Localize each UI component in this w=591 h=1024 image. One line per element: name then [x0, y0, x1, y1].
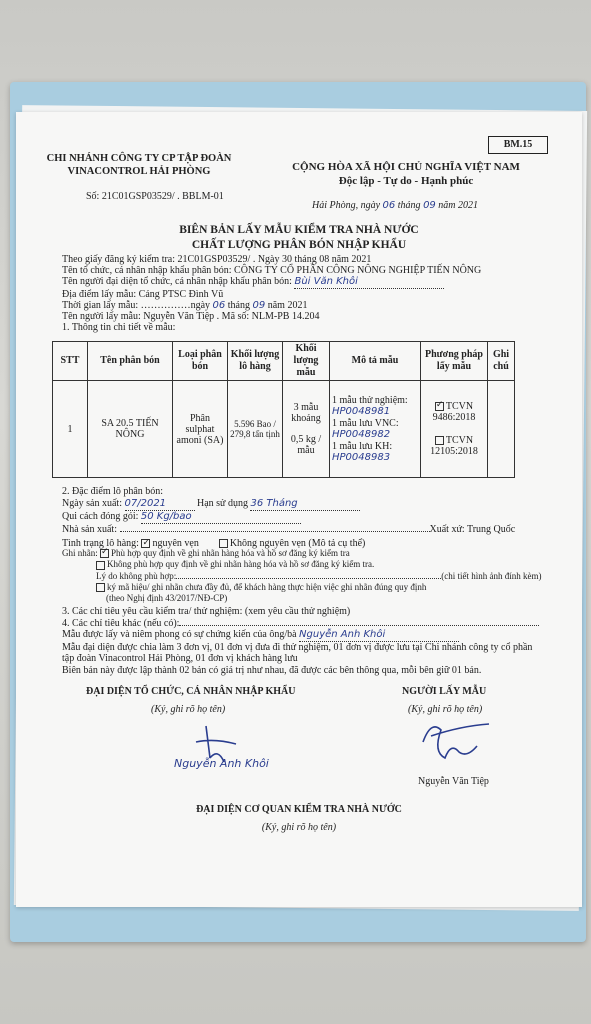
time-month: 09: [252, 299, 266, 311]
th-method: Phương pháp lấy mẫu: [421, 342, 488, 381]
cell-sample-weight: [283, 381, 330, 478]
rep-value: Bùi Văn Khôi: [294, 276, 444, 288]
origin: Xuất xứ: Trung Quốc: [429, 524, 516, 535]
method-2-checkbox: [435, 436, 444, 445]
registration-line: Theo giấy đăng ký kiểm tra: 21C01GSP03529/ . Ngày 30 tháng 08 năm 2021: [62, 254, 372, 265]
packing-line: [62, 511, 515, 524]
org-line2: VINACONTROL HẢI PHÒNG: [67, 166, 211, 177]
table-header-row: [53, 342, 515, 381]
maker-label: Nhà sản xuất:: [62, 524, 117, 535]
nation-line1: CỘNG HÒA XÃ HỘI CHỦ NGHĨA VIỆT NAM: [292, 161, 520, 173]
bottom-sign-sub: (Ký, ghi rõ họ tên): [261, 822, 337, 833]
method-1: [423, 401, 485, 423]
date-year: năm 2021: [438, 200, 479, 211]
condition-not-label: Không nguyên vẹn (Mô tả cụ thể): [229, 538, 366, 549]
info-block: [62, 254, 481, 333]
rep-label: Tên người đại diện tổ chức, cá nhân nhập khẩu phân bón:: [62, 276, 292, 288]
sampler-line: Tên người lấy mẫu: Nguyễn Văn Tiệp . Mã số: NLM-PB 14.204: [62, 311, 320, 323]
org-header: [34, 152, 244, 178]
desc-test-label: 1 mẫu thử nghiệm:: [332, 394, 408, 406]
left-sign-title: ĐẠI DIỆN TỔ CHỨC, CÁ NHÂN NHẬP KHẨU: [86, 686, 296, 697]
witness-line: [62, 629, 539, 642]
sample-table: [52, 341, 515, 478]
condition-ok-label: nguyên vẹn: [152, 538, 199, 549]
title-line1: BIÊN BẢN LẤY MẪU KIỂM TRA NHÀ NƯỚC: [179, 224, 419, 236]
label-opt3-checkbox: [96, 583, 105, 592]
condition-label: Tình trạng lô hàng:: [62, 538, 139, 549]
condition-not-checkbox: [219, 539, 228, 548]
nation-line2: Độc lập - Tự do - Hạnh phúc: [338, 175, 474, 187]
method-1-label: TCVN 9486:2018: [432, 401, 476, 423]
label-check-title: Ghi nhãn:: [62, 548, 98, 558]
doc-number: Số: 21C01GSP03529/ . BBLM-01: [86, 191, 224, 202]
place-date: [312, 200, 478, 211]
expiry-value: 36 Tháng: [250, 498, 360, 511]
method-2-label: TCVN 12105:2018: [430, 435, 478, 457]
section4-line: [62, 618, 539, 630]
left-signer-name: Nguyễn Anh Khôi: [174, 757, 269, 770]
copies-line: Biên bản này được lập thành 02 bản có giá trị như nhau, đã được các bên thông qua, mỗi bên giữ 01 bản.: [62, 664, 482, 676]
location-line: Địa điểm lấy mẫu: Cảng PTSC Đình Vũ: [62, 288, 224, 300]
packing-label: Qui cách đóng gói:: [62, 511, 139, 522]
label-opt1-checkbox: [100, 549, 109, 558]
rep-line: [62, 276, 481, 288]
reason-label: Lý do không phù hợp:: [96, 570, 177, 581]
condition-ok-checkbox: [141, 539, 150, 548]
time-label: Thời gian lấy mẫu: ……………ngày: [62, 299, 211, 311]
witness-value: Nguyễn Anh Khôi: [299, 629, 459, 642]
label-opt3-line: [62, 582, 542, 593]
th-sample-weight: Khối lượng mẫu: [283, 342, 330, 381]
importer-line: Tên tổ chức, cá nhân nhập khẩu phân bón: CÔNG TY CỔ PHẦN CÔNG NÔNG NGHIỆP TIẾN NÔNG: [62, 265, 482, 277]
desc-kh-label: 1 mẫu lưu KH:: [332, 440, 393, 452]
date-day: 06: [382, 200, 396, 211]
label-opt1-line: [62, 548, 542, 559]
time-month-label: tháng: [227, 299, 250, 311]
cell-lot-weight: 5.596 Bao / 279,8 tấn tịnh: [228, 381, 283, 478]
date-prefix: Hải Phòng, ngày: [312, 200, 381, 211]
time-line: [62, 300, 481, 311]
right-signature-icon: [411, 712, 501, 772]
th-name: Tên phân bón: [88, 342, 173, 381]
cell-name: SA 20.5 TIẾN NÔNG: [88, 381, 173, 478]
th-type: Loại phân bón: [173, 342, 228, 381]
th-description: Mô tả mẫu: [330, 342, 421, 381]
label-opt2: Không phù hợp quy định về ghi nhãn hàng hóa và hồ sơ đăng ký kiểm tra.: [107, 559, 375, 570]
cell-type: Phân sulphat amoni (SA): [173, 381, 228, 478]
section4: 4. Các chỉ tiêu khác (nếu có):: [62, 617, 180, 629]
maker-line: [62, 524, 515, 536]
right-signer-name: Nguyễn Văn Tiệp: [418, 776, 489, 787]
mfg-line: [62, 498, 515, 511]
reason-line: [62, 571, 542, 582]
left-signature-icon: [166, 718, 286, 788]
split-line1: Mẫu đại diện được chia làm 3 đơn vị, 01 đơn vị đưa đi thử nghiệm, 01 đơn vị được lưu tại Chi nhánh công ty cổ phần: [62, 641, 533, 653]
sections-block: [62, 606, 539, 677]
label-check-block: [62, 548, 542, 604]
label-opt3b: (theo Nghị định 43/2017/NĐ-CP): [106, 593, 228, 604]
time-year: năm 2021: [267, 299, 308, 311]
th-lot-weight: Khối lượng lô hàng: [228, 342, 283, 381]
form-code-box: BM.15: [488, 136, 548, 154]
label-opt2-checkbox: [96, 561, 105, 570]
sample-weight-1: 3 mẫu khoảng: [291, 402, 321, 424]
cell-description: [330, 381, 421, 478]
sample-weight-2: 0,5 kg / mẫu: [290, 434, 322, 456]
table-row: [53, 381, 515, 478]
date-month-label: tháng: [397, 200, 421, 211]
th-stt: STT: [53, 342, 88, 381]
date-month: 09: [423, 200, 436, 211]
label-opt2-line: [62, 559, 542, 570]
nation-header: [266, 160, 546, 188]
mfg-label: Ngày sản xuất:: [62, 498, 122, 509]
org-line1: CHI NHÁNH CÔNG TY CP TẬP ĐOÀN: [46, 153, 232, 164]
time-day: 06: [212, 299, 226, 311]
right-sign-sub: (Ký, ghi rõ họ tên): [408, 704, 483, 715]
cell-note: [488, 381, 515, 478]
packing-value: 50 Kg/bao: [141, 511, 301, 524]
section2-heading: 2. Đặc điểm lô phân bón:: [62, 486, 164, 497]
cell-stt: 1: [53, 381, 88, 478]
label-opt1: Phù hợp quy định về ghi nhãn hàng hóa và hồ sơ đăng ký kiểm tra: [111, 548, 350, 558]
desc-test-code: HP0048981: [332, 406, 391, 417]
right-sign-title: NGƯỜI LẤY MẪU: [402, 686, 487, 697]
reason-suffix: (chi tiết hình ảnh đính kèm): [441, 570, 542, 581]
method-1-checkbox: [435, 402, 444, 411]
section3: 3. Các chỉ tiêu yêu cầu kiểm tra/ thử nghiệm: (xem yêu cầu thử nghiệm): [62, 606, 351, 617]
desc-kh-code: HP0048983: [332, 452, 391, 463]
split-line2: tập đoàn Vinacontrol Hải Phòng, 01 đơn vị khách hàng lưu: [62, 653, 298, 665]
doc-title: [16, 223, 582, 253]
title-line2: CHẤT LƯỢNG PHÂN BÓN NHẬP KHẨU: [191, 239, 407, 251]
left-sign-sub: (Ký, ghi rõ họ tên): [151, 704, 226, 715]
cell-method: [421, 381, 488, 478]
label-opt3: ký mã hiệu/ ghi nhãn chưa đầy đủ, để khách hàng thực hiện việc ghi nhãn đúng quy định: [107, 581, 427, 592]
bottom-sign-title: ĐẠI DIỆN CƠ QUAN KIỂM TRA NHÀ NƯỚC: [196, 804, 402, 815]
method-2: [423, 435, 485, 457]
expiry-label: Hạn sử dụng: [197, 498, 248, 509]
section1-heading: 1. Thông tin chi tiết về mẫu:: [62, 322, 176, 334]
desc-vnc-code: HP0048982: [332, 429, 391, 440]
desc-vnc-label: 1 mẫu lưu VNC:: [332, 417, 399, 429]
th-note: Ghi chú: [488, 342, 515, 381]
document-sheet: [16, 112, 582, 907]
mfg-value: 07/2021: [125, 498, 195, 511]
witness-label: Mẫu được lấy và niêm phong có sự chứng kiến của ông/bà: [62, 629, 297, 641]
lot-block: [62, 486, 515, 550]
